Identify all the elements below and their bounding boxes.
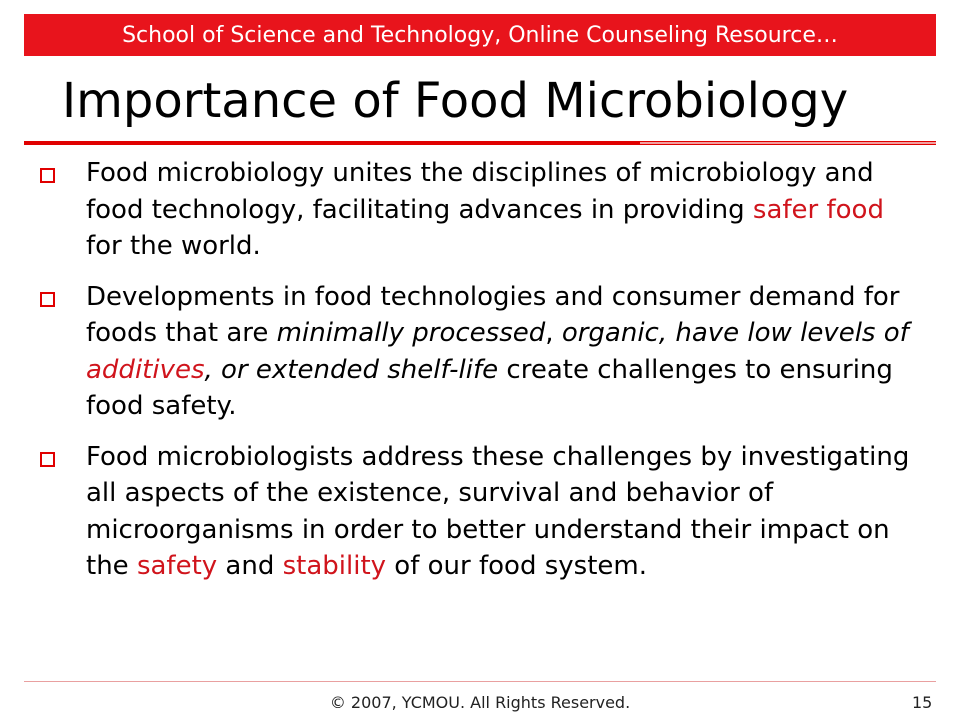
bullet-text-segment: , or extended shelf-life xyxy=(204,354,499,385)
bullet-text-segment: Food microbiologists address these challenges by investigating all aspects of the existence, survival and behavior of microorganisms in order to better understand their impact on the xyxy=(86,441,910,581)
footer-divider xyxy=(24,681,936,682)
slide-title: Importance of Food Microbiology xyxy=(62,73,849,129)
hollow-square-icon xyxy=(40,292,55,307)
bullet-text-segment: of our food system. xyxy=(386,551,647,581)
bullet-list xyxy=(38,155,918,599)
hollow-square-icon xyxy=(40,452,55,467)
bullet-text-segment: and xyxy=(217,551,283,581)
bullet-item xyxy=(38,439,918,585)
header-bar xyxy=(24,14,936,56)
bullet-text-segment: additives xyxy=(86,354,205,385)
bullet-text-segment: organic, have low levels of xyxy=(561,318,909,348)
bullet-item xyxy=(38,279,918,425)
bullet-text-segment: safety xyxy=(136,551,218,581)
header-text: School of Science and Technology, Online Counseling Resource… xyxy=(122,22,838,48)
footer-copyright: © 2007, YCMOU. All Rights Reserved. xyxy=(329,693,631,712)
bullet-text-segment: , xyxy=(545,318,562,348)
bullet-text-segment: stability xyxy=(282,551,387,581)
bullet-text-segment: create challenges to ensuring food safety. xyxy=(86,354,893,421)
bullet-text-segment: for the world. xyxy=(86,231,261,261)
bullet-text-segment: Developments in food technologies and consumer demand for foods that are xyxy=(86,281,900,348)
bullet-text-segment: minimally processed xyxy=(276,318,546,348)
bullet-text-segment: Food microbiology unites the disciplines of microbiology and food technology, facilitating advances in providing xyxy=(86,158,874,225)
bullet-text-segment: safer food xyxy=(752,194,884,225)
page-number: 15 xyxy=(912,693,933,712)
title-divider-fade xyxy=(640,142,936,144)
hollow-square-icon xyxy=(40,168,55,183)
bullet-item xyxy=(38,155,918,265)
